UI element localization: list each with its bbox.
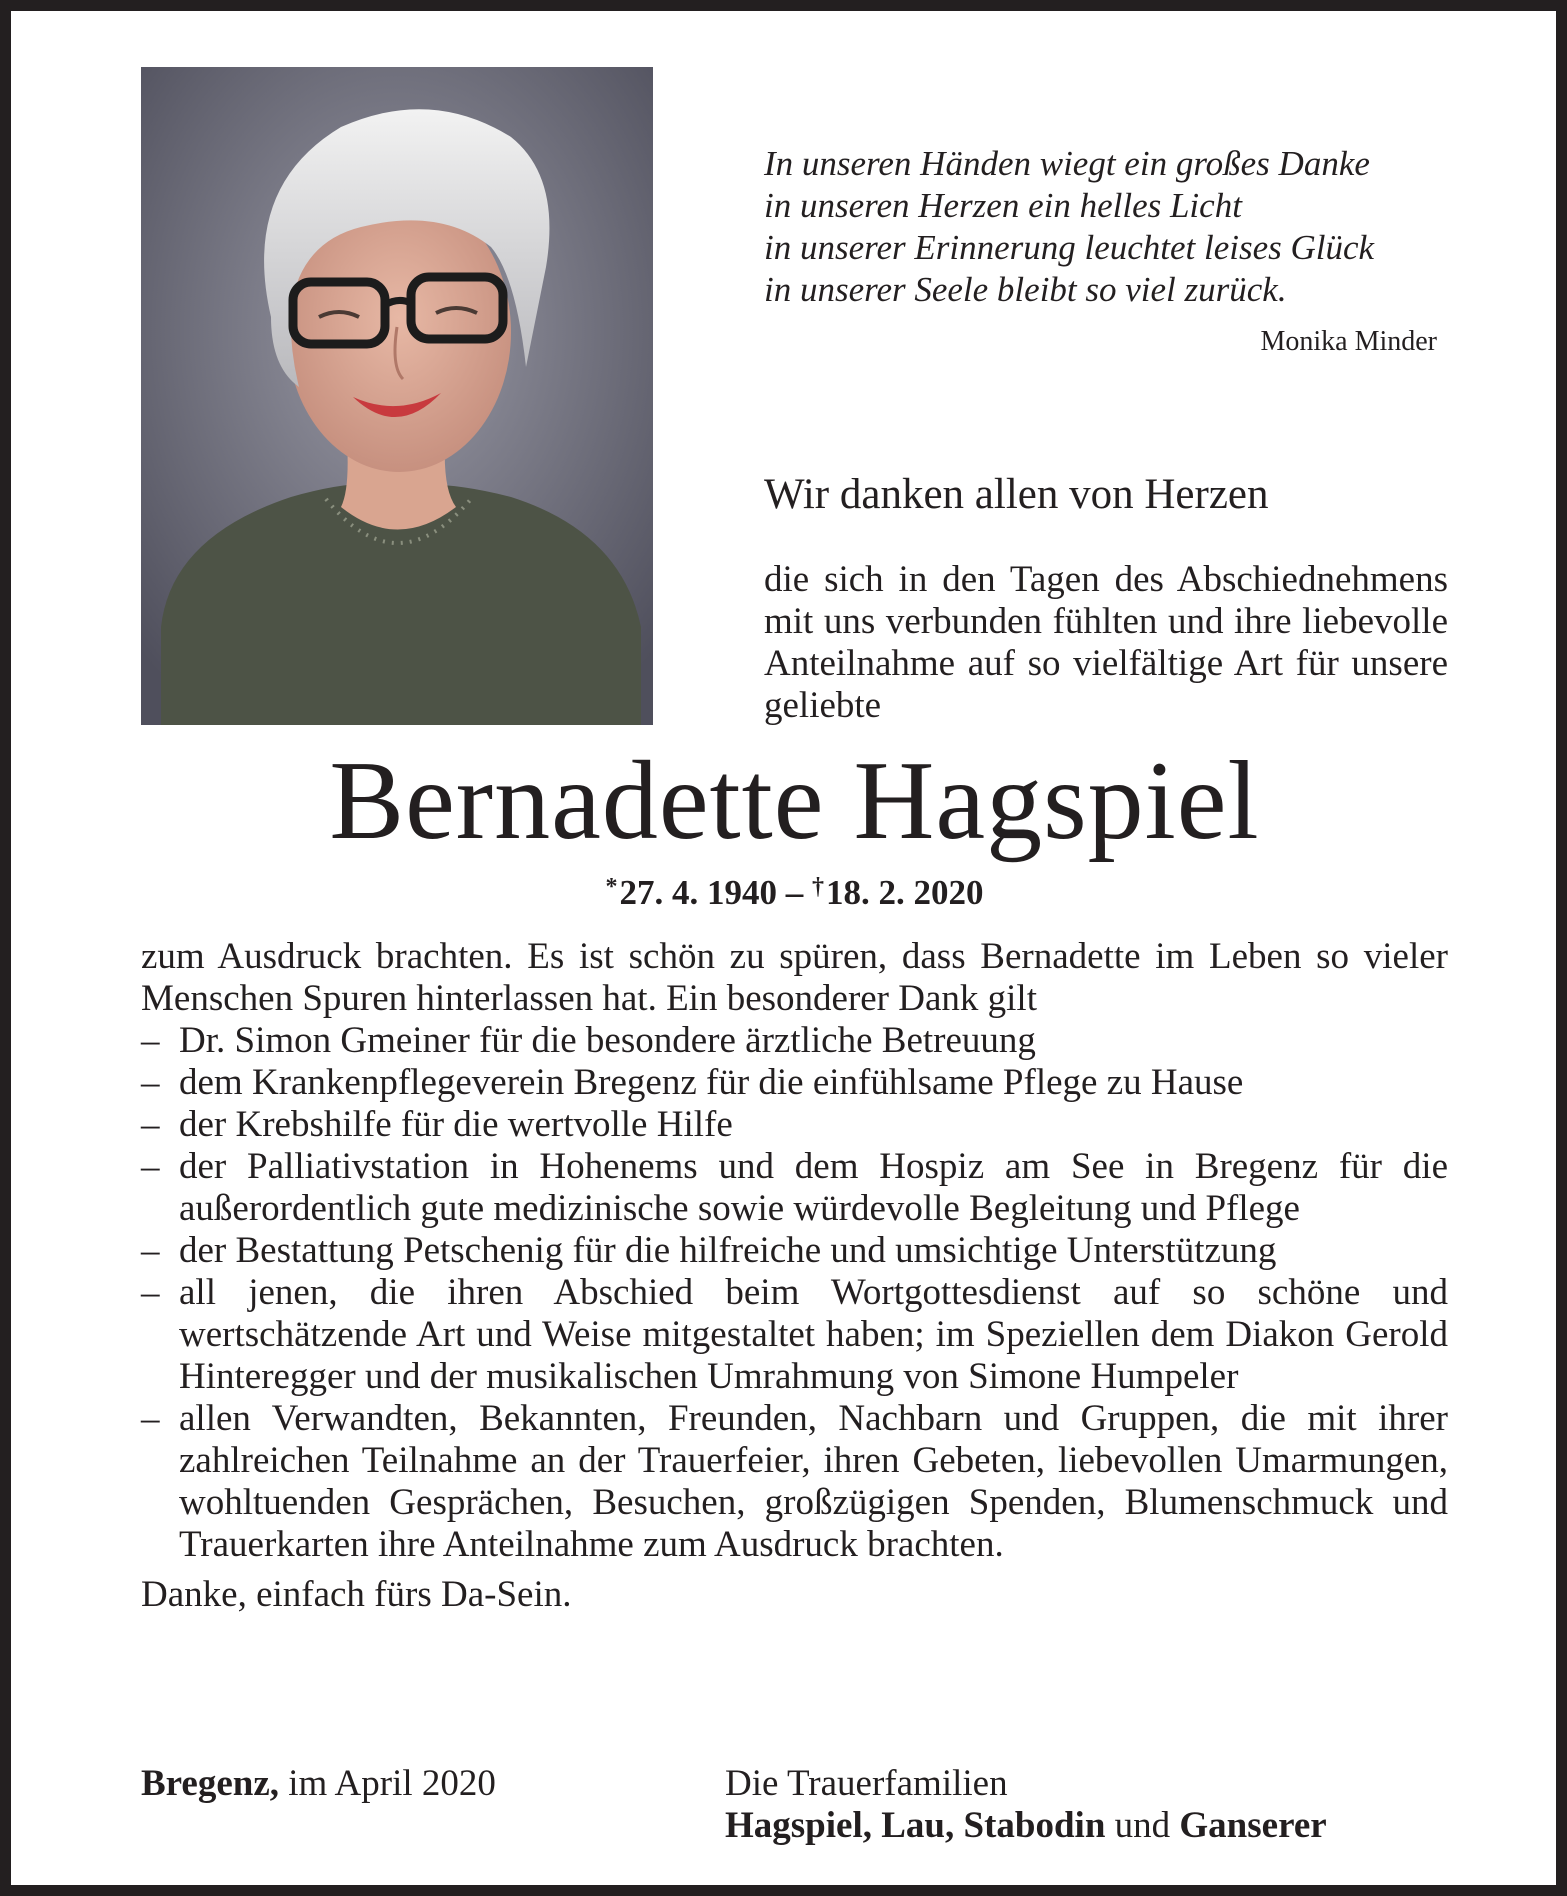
place-date (141, 1763, 496, 1805)
date-separator: – (777, 873, 812, 912)
list-item (141, 1146, 1448, 1230)
place-city: Bregenz, (141, 1763, 280, 1804)
family-connector: und (1105, 1805, 1180, 1846)
list-dash: – (141, 1146, 160, 1187)
list-dash: – (141, 1398, 160, 1439)
list-item-text: der Krebshilfe für die wertvolle Hilfe (179, 1104, 733, 1145)
thanks-heading: Wir danken allen von Herzen (764, 471, 1269, 518)
list-item (141, 1272, 1448, 1398)
place-month: im April 2020 (279, 1763, 496, 1804)
body-text (141, 936, 1448, 1616)
birth-date: 27. 4. 1940 (619, 873, 777, 912)
list-item (141, 1104, 1448, 1146)
poem-line: In unseren Händen wiegt ein großes Danke (764, 144, 1370, 183)
death-symbol: † (812, 874, 824, 900)
portrait-illustration (141, 67, 653, 725)
poem-line: in unserer Erinnerung leuchtet leises Glück (764, 228, 1375, 267)
poem-line: in unserer Seele bleibt so viel zurück. (764, 270, 1287, 309)
families-label: Die Trauerfamilien (725, 1763, 1008, 1804)
list-item-text: dem Krankenpflegeverein Bregenz für die einfühlsame Pflege zu Hause (179, 1062, 1244, 1103)
families-names (725, 1805, 1327, 1847)
family-names-primary: Hagspiel, Lau, Stabodin (725, 1805, 1106, 1846)
poem-author: Monika Minder (1260, 326, 1437, 357)
list-dash: – (141, 1272, 160, 1313)
list-item (141, 1062, 1448, 1104)
deceased-name: Bernadette Hagspiel (329, 739, 1260, 863)
closing-line: Danke, einfach fürs Da-Sein. (141, 1574, 572, 1615)
list-dash: – (141, 1062, 160, 1103)
list-item-text: allen Verwandten, Bekannten, Freunden, Nachbarn und Gruppen, die mit ihrer zahlreichen Teilnahme an der Trauerfeier, ihren Gebeten, liebevollen Umarmungen, wohltuenden Gesprächen, Besuchen, großzügigen Spenden, Blumenschmuck und Trauerkarten ihre Anteilnahme zum Ausdruck brachten. (179, 1398, 1448, 1565)
list-item (141, 1020, 1448, 1062)
list-dash: – (141, 1104, 160, 1145)
thanks-list (141, 1020, 1448, 1566)
list-item-text: der Palliativstation in Hohenems und dem Hospiz am See in Bregenz für die außerordentlich gute medizinische sowie würdevolle Begleitung und Pflege (179, 1146, 1448, 1229)
list-dash: – (141, 1020, 160, 1061)
list-item (141, 1230, 1448, 1272)
intro-text: die sich in den Tagen des Abschiednehmens mit uns verbunden fühlten und ihre liebevolle Anteilnahme auf so vielfältige Art für unsere geliebte (764, 559, 1448, 726)
poem (764, 143, 1464, 311)
list-item-text: Dr. Simon Gmeiner für die besondere ärztliche Betreuung (179, 1020, 1036, 1061)
families-signature (725, 1763, 1327, 1847)
portrait-photo (141, 67, 653, 725)
list-item-text: all jenen, die ihren Abschied beim Wortgottesdienst auf so schöne und wertschätzende Art und Weise mitgestaltet haben; im Speziellen dem Diakon Gerold Hinteregger und der musikalischen Umrahmung von Simone Humpeler (179, 1272, 1448, 1397)
list-dash: – (141, 1230, 160, 1271)
life-dates (11, 871, 1567, 915)
body-paragraph: zum Ausdruck brachten. Es ist schön zu spüren, dass Bernadette im Leben so vieler Menschen Spuren hinterlassen hat. Ein besonderer Dank gilt (141, 936, 1448, 1019)
list-item-text: der Bestattung Petschenig für die hilfreiche und umsichtige Unterstützung (179, 1230, 1277, 1271)
poem-line: in unseren Herzen ein helles Licht (764, 186, 1242, 225)
death-date: 18. 2. 2020 (826, 873, 984, 912)
family-name-secondary: Ganserer (1179, 1805, 1327, 1846)
birth-symbol: * (605, 874, 618, 900)
list-item (141, 1398, 1448, 1566)
